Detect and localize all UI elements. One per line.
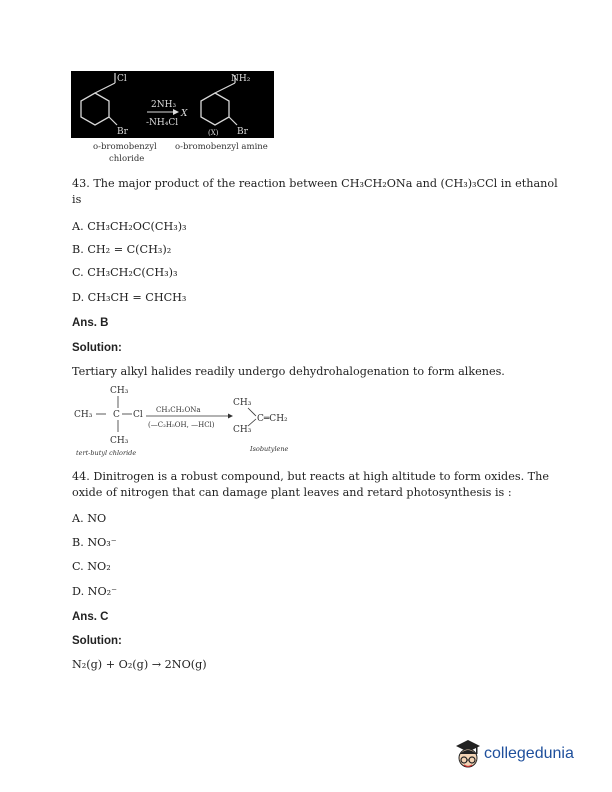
q43-option-d: D. CH₃CH = CHCH₃ (72, 291, 187, 304)
reaction-figure-benzyl-chloride (71, 71, 274, 138)
q44-solution-text: N₂(g) + O₂(g) → 2NO(g) (72, 658, 207, 671)
q44-option-a: A. NO (72, 512, 107, 525)
fig2-cl: Cl (133, 410, 143, 420)
caption-left-line2: chloride (109, 154, 145, 164)
q43-option-a: A. CH₃CH₂OC(CH₃)₃ (72, 220, 187, 233)
fig2-product-ch3-bottom: CH₃ (233, 425, 252, 435)
fig1-reagent-bottom: -NH₄Cl (146, 118, 179, 128)
fig2-ch3-top: CH₃ (110, 386, 129, 396)
fig1-x: X (181, 109, 188, 119)
q44-question-line2: oxide of nitrogen that can damage plant leaves and retard photosynthesis is : (72, 486, 512, 499)
fig2-reactant-name: tert-butyl chloride (76, 449, 137, 457)
caption-right: o-bromobenzyl amine (175, 142, 268, 152)
fig1-reagent-top: 2NH₃ (151, 100, 177, 110)
fig2-product-name: Isobutylene (250, 445, 289, 453)
fig1-cl: Cl (117, 74, 127, 84)
fig1-br-right: Br (237, 127, 248, 137)
fig2-reagent-top: CH₃CH₂ONa (156, 406, 201, 414)
fig2-product-ch3-top: CH₃ (233, 398, 252, 408)
q43-solution-text: Tertiary alkyl halides readily undergo dehydrohalogenation to form alkenes. (72, 365, 505, 378)
q44-option-c: C. NO₂ (72, 560, 111, 573)
fig2-carbon: C (113, 410, 120, 420)
q44-solution-label: Solution: (72, 635, 122, 647)
benzene-ring-right (201, 93, 229, 125)
fig1-br-left: Br (117, 127, 128, 137)
brand-name[interactable]: collegedunia (484, 745, 574, 762)
q43-question-line2: is (72, 193, 82, 206)
fig2-reagent-bottom: (—C₂H₅OH, —HCl) (148, 421, 215, 429)
fig2-ch3-left: CH₃ (74, 410, 93, 420)
q43-answer: Ans. B (72, 317, 109, 329)
figure1-caption (71, 140, 286, 168)
benzene-ring-left (81, 93, 109, 125)
fig1-nh2: NH₂ (231, 74, 251, 84)
q43-option-c: C. CH₃CH₂C(CH₃)₃ (72, 266, 178, 279)
reaction-figure-tert-butyl-chloride (70, 384, 330, 464)
q43-option-b: B. CH₂ = C(CH₃)₂ (72, 243, 172, 256)
q44-option-b: B. NO₃⁻ (72, 536, 117, 549)
fig1-x-label: (X) (208, 129, 219, 137)
q43-solution-label: Solution: (72, 342, 122, 354)
q44-option-d: D. NO₂⁻ (72, 585, 118, 598)
q44-answer: Ans. C (72, 611, 109, 623)
fig2-product-double: C═CH₂ (257, 414, 288, 424)
caption-left-line1: o-bromobenzyl (93, 142, 157, 152)
fig2-ch3-bottom: CH₃ (110, 436, 129, 446)
q43-question-line1: 43. The major product of the reaction between CH₃CH₂ONa and (CH₃)₃CCl in ethanol (72, 177, 558, 190)
graduate-mascot-icon (452, 736, 484, 776)
q44-question-line1: 44. Dinitrogen is a robust compound, but reacts at high altitude to form oxides. The (72, 470, 549, 483)
